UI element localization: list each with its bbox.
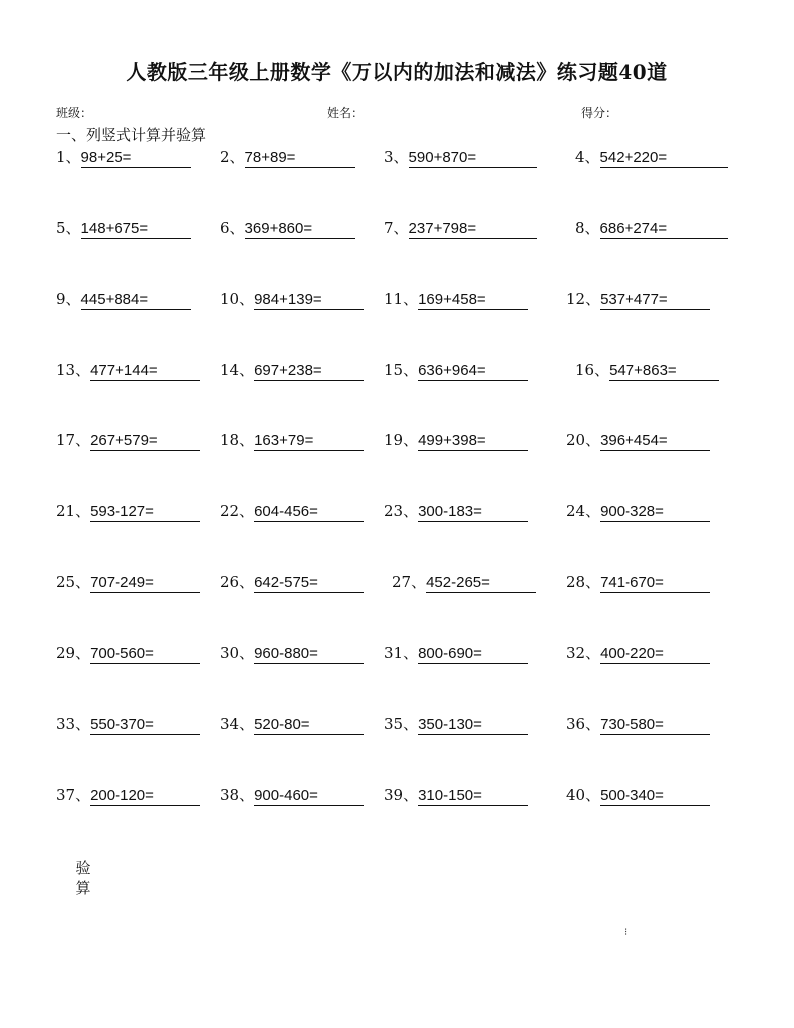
problem-item — [566, 784, 710, 806]
problem-item — [566, 500, 710, 522]
problem-item — [384, 429, 528, 451]
problem-item — [575, 359, 719, 381]
problem-expression: 550-370= — [90, 716, 200, 735]
problem-number: 20、 — [566, 431, 601, 449]
problem-item — [566, 429, 710, 451]
problem-number: 40、 — [566, 786, 601, 804]
problem-expression: 800-690= — [418, 645, 528, 664]
problem-expression: 960-880= — [254, 645, 364, 664]
problem-number: 30、 — [220, 644, 255, 662]
problem-number: 34、 — [220, 715, 255, 733]
problem-item — [384, 288, 528, 310]
problem-expression: 500-340= — [600, 787, 710, 806]
problem-item — [56, 217, 191, 239]
problem-number: 18、 — [220, 431, 255, 449]
problem-expression: 590+870= — [409, 149, 537, 168]
problem-expression: 642-575= — [254, 574, 364, 593]
problem-number: 38、 — [220, 786, 255, 804]
page-title: 人教版三年级上册数学《万以内的加法和减法》练习题40道 — [126, 60, 668, 84]
problem-item — [384, 217, 537, 239]
problem-number: 21、 — [56, 502, 91, 520]
problem-item — [220, 429, 364, 451]
problem-item — [384, 500, 528, 522]
problem-item — [56, 713, 200, 735]
class-label: 班级： — [56, 106, 93, 120]
problem-expression: 300-183= — [418, 503, 528, 522]
problem-expression: 477+144= — [90, 362, 200, 381]
problem-number: 14、 — [220, 361, 255, 379]
problem-expression: 499+398= — [418, 432, 528, 451]
problem-number: 13、 — [56, 361, 91, 379]
problem-number: 12、 — [566, 290, 601, 308]
problem-expression: 984+139= — [254, 291, 364, 310]
problem-number: 17、 — [56, 431, 91, 449]
problem-item — [220, 217, 355, 239]
problem-expression: 396+454= — [600, 432, 710, 451]
problem-number: 2、 — [220, 148, 245, 166]
problem-expression: 148+675= — [81, 220, 191, 239]
problem-number: 3、 — [384, 148, 409, 166]
score-label: 得分： — [581, 106, 618, 120]
problem-item — [56, 500, 200, 522]
problem-item — [56, 642, 200, 664]
problem-expression: 237+798= — [409, 220, 537, 239]
check-label-char: 验 — [75, 859, 91, 877]
problem-number: 31、 — [384, 644, 419, 662]
problem-number: 8、 — [575, 219, 600, 237]
problem-item — [56, 784, 200, 806]
problem-number: 39、 — [384, 786, 419, 804]
problem-number: 27、 — [392, 573, 427, 591]
problem-expression: 707-249= — [90, 574, 200, 593]
problem-item — [384, 642, 528, 664]
problem-number: 19、 — [384, 431, 419, 449]
problem-item — [220, 784, 364, 806]
problem-number: 9、 — [56, 290, 81, 308]
problem-item — [384, 146, 537, 168]
problem-expression: 593-127= — [90, 503, 200, 522]
problem-item — [384, 713, 528, 735]
problem-item — [384, 784, 528, 806]
problem-number: 29、 — [56, 644, 91, 662]
problem-item — [392, 571, 536, 593]
problem-item — [220, 642, 364, 664]
problem-number: 6、 — [220, 219, 245, 237]
problem-expression: 350-130= — [418, 716, 528, 735]
problem-number: 1、 — [56, 148, 81, 166]
problem-number: 4、 — [575, 148, 600, 166]
problem-item — [220, 359, 364, 381]
check-label — [73, 858, 93, 898]
problem-expression: 78+89= — [245, 149, 355, 168]
problem-item — [575, 146, 728, 168]
problem-number: 32、 — [566, 644, 601, 662]
problem-item — [220, 500, 364, 522]
stray-mark: ⁝ — [624, 927, 628, 938]
problem-number: 36、 — [566, 715, 601, 733]
problem-expression: 730-580= — [600, 716, 710, 735]
problem-number: 37、 — [56, 786, 91, 804]
problem-item — [56, 288, 191, 310]
problem-number: 35、 — [384, 715, 419, 733]
problem-item — [566, 642, 710, 664]
problem-expression: 520-80= — [254, 716, 364, 735]
problem-expression: 900-460= — [254, 787, 364, 806]
problem-number: 28、 — [566, 573, 601, 591]
problem-expression: 686+274= — [600, 220, 728, 239]
problem-number: 11、 — [384, 290, 419, 308]
problem-expression: 445+884= — [81, 291, 191, 310]
problem-number: 22、 — [220, 502, 255, 520]
problem-expression: 537+477= — [600, 291, 710, 310]
problem-expression: 700-560= — [90, 645, 200, 664]
name-label: 姓名： — [327, 106, 364, 120]
problem-item — [575, 217, 728, 239]
problem-number: 15、 — [384, 361, 419, 379]
problem-item — [56, 359, 200, 381]
problem-number: 24、 — [566, 502, 601, 520]
problem-item — [220, 571, 364, 593]
section-heading: 一、列竖式计算并验算 — [56, 126, 207, 144]
problem-item — [56, 146, 191, 168]
problem-item — [566, 571, 710, 593]
problem-item — [220, 288, 364, 310]
problem-item — [566, 288, 710, 310]
problem-number: 26、 — [220, 573, 255, 591]
problem-expression: 169+458= — [418, 291, 528, 310]
problem-expression: 369+860= — [245, 220, 355, 239]
problem-item — [56, 571, 200, 593]
problem-number: 25、 — [56, 573, 91, 591]
problem-expression: 547+863= — [609, 362, 719, 381]
problem-expression: 697+238= — [254, 362, 364, 381]
problem-item — [56, 429, 200, 451]
problem-expression: 163+79= — [254, 432, 364, 451]
problem-item — [384, 359, 528, 381]
problem-expression: 267+579= — [90, 432, 200, 451]
problem-number: 33、 — [56, 715, 91, 733]
problem-expression: 900-328= — [600, 503, 710, 522]
problem-item — [566, 713, 710, 735]
problem-number: 10、 — [220, 290, 255, 308]
problem-number: 23、 — [384, 502, 419, 520]
problem-item — [220, 713, 364, 735]
problem-expression: 636+964= — [418, 362, 528, 381]
problem-expression: 400-220= — [600, 645, 710, 664]
problem-item — [220, 146, 355, 168]
problem-expression: 542+220= — [600, 149, 728, 168]
problem-expression: 98+25= — [81, 149, 191, 168]
problem-number: 7、 — [384, 219, 409, 237]
problem-number: 16、 — [575, 361, 610, 379]
check-label-char: 算 — [75, 879, 91, 897]
problem-number: 5、 — [56, 219, 81, 237]
problem-expression: 310-150= — [418, 787, 528, 806]
problem-expression: 741-670= — [600, 574, 710, 593]
problem-expression: 604-456= — [254, 503, 364, 522]
problem-expression: 452-265= — [426, 574, 536, 593]
problem-expression: 200-120= — [90, 787, 200, 806]
